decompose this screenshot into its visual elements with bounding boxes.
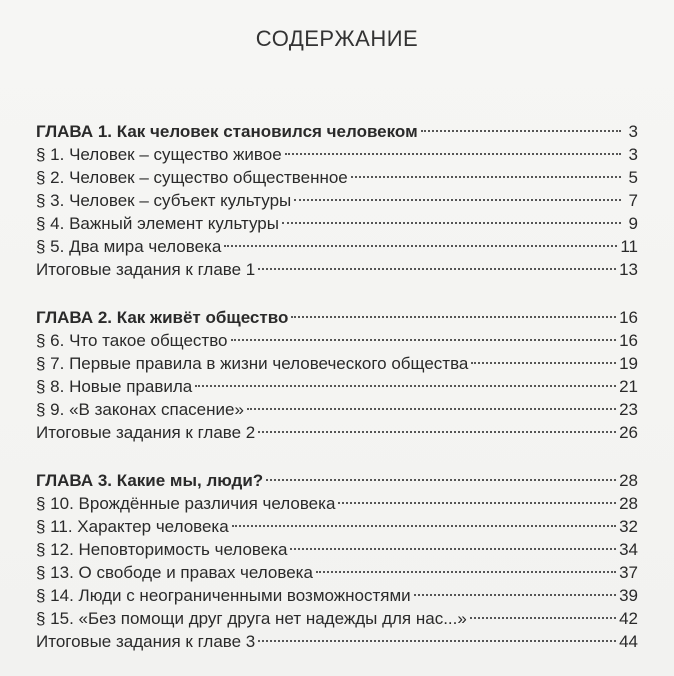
entry-label: § 12. Неповторимость человека	[36, 540, 288, 559]
leader-dots	[294, 183, 621, 206]
entry-label: § 4. Важный элемент культуры	[36, 214, 279, 233]
entry-label: § 3. Человек – субъект культуры	[36, 191, 292, 210]
leader-dots	[421, 114, 621, 137]
page-number: 28	[619, 494, 638, 513]
leader-dots	[282, 206, 621, 229]
leader-dots	[258, 415, 616, 438]
page-number: 42	[619, 609, 638, 628]
page-number: 32	[619, 517, 638, 536]
page-number: 39	[619, 586, 638, 605]
page-number: 21	[619, 377, 638, 396]
page-number: 44	[619, 632, 638, 651]
leader-dots	[258, 624, 616, 647]
leader-dots	[338, 486, 616, 509]
entry-label: § 10. Врождённые различия человека	[36, 494, 336, 513]
page-number: 3	[628, 122, 638, 141]
leader-dots	[316, 555, 616, 578]
entry-label: § 11. Характер человека	[36, 517, 229, 536]
entry-label: ГЛАВА 2. Как живёт общество	[36, 308, 289, 327]
chapter-3	[36, 463, 638, 651]
page-number: 26	[619, 423, 638, 442]
leader-dots	[291, 300, 616, 323]
page-number: 3	[628, 145, 638, 164]
entry-label: § 13. О свободе и правах человека	[36, 563, 313, 582]
leader-dots	[231, 323, 617, 346]
chapter-heading	[36, 114, 638, 141]
entry-label: ГЛАВА 3. Какие мы, люди?	[36, 471, 264, 490]
leader-dots	[224, 229, 617, 252]
leader-dots	[195, 369, 616, 392]
leader-dots	[232, 509, 616, 532]
page-number: 5	[628, 168, 638, 187]
page-number: 16	[619, 331, 638, 350]
entry-label: § 14. Люди с неограниченными возможностями	[36, 586, 411, 605]
leader-dots	[258, 252, 616, 275]
entry-label: § 9. «В законах спасение»	[36, 400, 244, 419]
leader-dots	[414, 578, 616, 601]
entry-label: § 8. Новые правила	[36, 377, 193, 396]
leader-dots	[470, 601, 616, 624]
chapter-2	[36, 300, 638, 442]
entry-label: Итоговые задания к главе 3	[36, 632, 256, 651]
leader-dots	[247, 392, 616, 415]
entry-label: ГЛАВА 1. Как человек становился человеком	[36, 122, 418, 141]
entry-label: Итоговые задания к главе 1	[36, 260, 256, 279]
page-number: 11	[620, 237, 638, 256]
page-number: 7	[628, 191, 638, 210]
leader-dots	[266, 463, 616, 486]
entry-label: § 2. Человек – существо общественное	[36, 168, 348, 187]
page-number: 37	[619, 563, 638, 582]
entry-label: Итоговые задания к главе 2	[36, 423, 256, 442]
leader-dots	[285, 137, 621, 160]
chapter-heading	[36, 300, 638, 327]
page-number: 34	[619, 540, 638, 559]
entry-label: § 7. Первые правила в жизни человеческого общества	[36, 354, 469, 373]
page-number: 16	[619, 308, 638, 327]
entry-label: § 5. Два мира человека	[36, 237, 222, 256]
chapter-1	[36, 114, 638, 279]
entry-label: § 1. Человек – существо живое	[36, 145, 282, 164]
leader-dots	[351, 160, 621, 183]
chapter-heading	[36, 463, 638, 490]
leader-dots	[290, 532, 616, 555]
page-number: 13	[619, 260, 638, 279]
entry-label: § 15. «Без помощи друг друга нет надежды для нас...»	[36, 609, 467, 628]
table-of-contents	[36, 114, 638, 672]
entry-label: § 6. Что такое общество	[36, 331, 228, 350]
page-number: 28	[619, 471, 638, 490]
page-number: 19	[619, 354, 638, 373]
page-title: СОДЕРЖАНИЕ	[255, 26, 419, 51]
page-number: 23	[619, 400, 638, 419]
leader-dots	[471, 346, 616, 369]
page-number: 9	[628, 214, 638, 233]
